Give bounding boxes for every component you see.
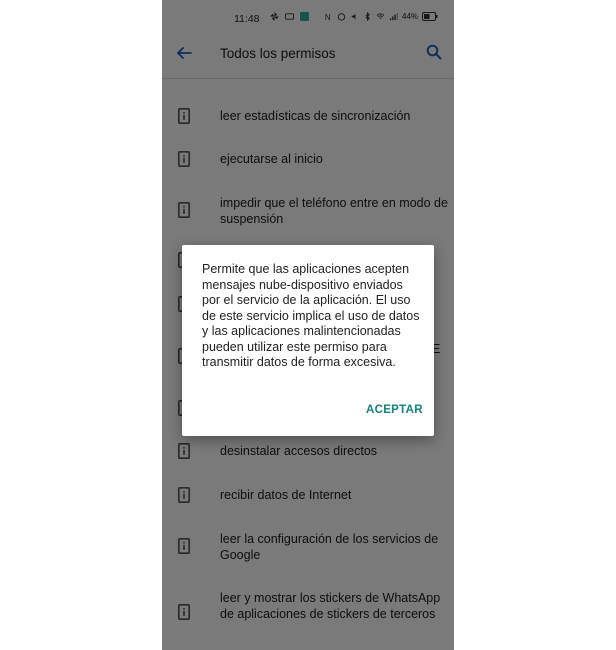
permission-description-dialog: [182, 245, 434, 436]
phone-screen: [162, 0, 454, 650]
dialog-message: Permite que las aplicaciones acepten mensajes nube-dispositivo enviados por el servicio de la aplicación. El uso de este servicio implica el uso de datos y las aplicaciones malintencionadas pueden utilizar este permiso para transmitir datos de forma excesiva.: [202, 262, 420, 369]
accept-button[interactable]: ACEPTAR: [366, 404, 423, 416]
